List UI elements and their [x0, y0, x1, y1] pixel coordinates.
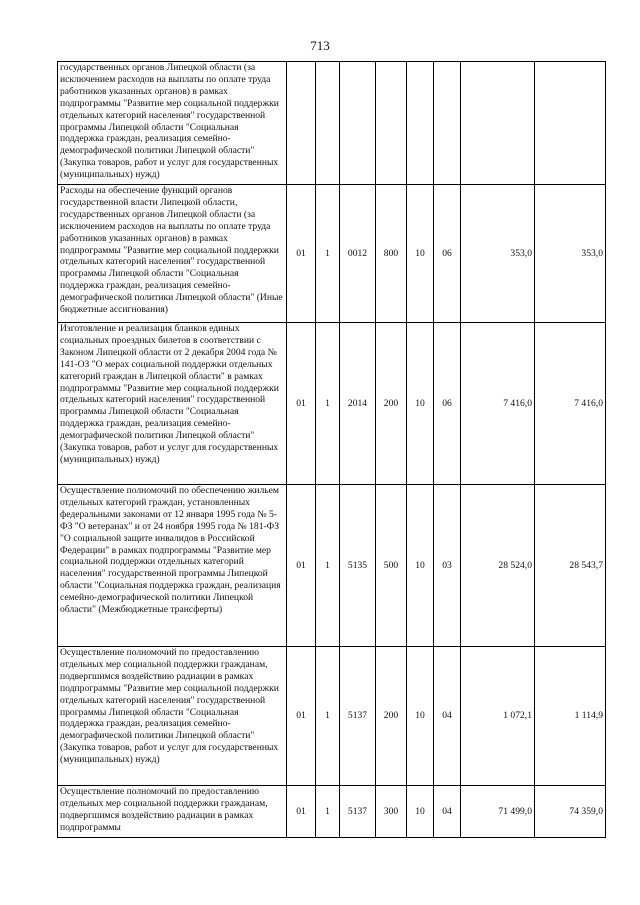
- code-cell: 04: [434, 647, 461, 786]
- page-number: 713: [310, 38, 330, 53]
- code-cell: [407, 62, 434, 185]
- code-cell: 1: [316, 485, 340, 647]
- row-description: Осуществление полномочий по предоставлению отдельных мер социальной поддержки гражданам, подвергшимся воздействию радиации в рамках подпрограммы: [58, 786, 287, 838]
- amount-cell: [535, 62, 606, 185]
- code-cell: 01: [287, 786, 316, 838]
- code-cell: 500: [376, 485, 407, 647]
- table-row: [58, 323, 606, 485]
- code-cell: 06: [434, 185, 461, 323]
- table-row: [58, 647, 606, 786]
- code-cell: 03: [434, 485, 461, 647]
- code-cell: 10: [407, 786, 434, 838]
- code-cell: 200: [376, 647, 407, 786]
- amount-cell: 353,0: [535, 185, 606, 323]
- code-cell: 800: [376, 185, 407, 323]
- table-body: [58, 62, 606, 838]
- table-row: [58, 62, 606, 185]
- code-cell: 01: [287, 323, 316, 485]
- budget-table: [57, 61, 606, 838]
- amount-cell: [461, 62, 535, 185]
- code-cell: 5137: [340, 786, 376, 838]
- code-cell: 1: [316, 323, 340, 485]
- code-cell: 01: [287, 485, 316, 647]
- code-cell: 5137: [340, 647, 376, 786]
- table-row: [58, 185, 606, 323]
- code-cell: 10: [407, 185, 434, 323]
- row-description: Расходы на обеспечение функций органов государственной власти Липецкой области, государственных органов Липецкой области (за исключением расходов на выплаты по оплате труда работников указанных органов) в рамках подпрограммы "Развитие мер социальной поддержки отдельных категорий населения" государственной программы Липецкой области "Социальная поддержка граждан, реализация семейно-демографической политики Липецкой области" (Иные бюджетные ассигнования): [58, 185, 287, 323]
- code-cell: [316, 62, 340, 185]
- table-row: [58, 786, 606, 838]
- amount-cell: 28 524,0: [461, 485, 535, 647]
- code-cell: 10: [407, 485, 434, 647]
- code-cell: 1: [316, 185, 340, 323]
- code-cell: 01: [287, 185, 316, 323]
- code-cell: 1: [316, 786, 340, 838]
- code-cell: 200: [376, 323, 407, 485]
- amount-cell: 71 499,0: [461, 786, 535, 838]
- code-cell: 5135: [340, 485, 376, 647]
- code-cell: [434, 62, 461, 185]
- code-cell: [340, 62, 376, 185]
- code-cell: 01: [287, 647, 316, 786]
- amount-cell: 1 072,1: [461, 647, 535, 786]
- code-cell: [287, 62, 316, 185]
- amount-cell: 28 543,7: [535, 485, 606, 647]
- amount-cell: 1 114,9: [535, 647, 606, 786]
- row-description: Осуществление полномочий по предоставлению отдельных мер социальной поддержки гражданам, подвергшимся воздействию радиации в рамках подпрограммы "Развитие мер социальной поддержки отдельных категорий населения" государственной программы Липецкой области "Социальная поддержка граждан, реализация семейно-демографической политики Липецкой области" (Закупка товаров, работ и услуг для государственных (муниципальных) нужд): [58, 647, 287, 786]
- code-cell: 10: [407, 323, 434, 485]
- amount-cell: 353,0: [461, 185, 535, 323]
- table-row: [58, 485, 606, 647]
- code-cell: 300: [376, 786, 407, 838]
- code-cell: 10: [407, 647, 434, 786]
- row-description: государственных органов Липецкой области (за исключением расходов на выплаты по оплате труда работников указанных органов) в рамках подпрограммы "Развитие мер социальной поддержки отдельных категорий населения" государственной программы Липецкой области "Социальная поддержка граждан, реализация семейно-демографической политики Липецкой области" (Закупка товаров, работ и услуг для государственных (муниципальных) нужд): [58, 62, 287, 185]
- code-cell: 1: [316, 647, 340, 786]
- amount-cell: 74 359,0: [535, 786, 606, 838]
- code-cell: 06: [434, 323, 461, 485]
- amount-cell: 7 416,0: [535, 323, 606, 485]
- code-cell: 2014: [340, 323, 376, 485]
- amount-cell: 7 416,0: [461, 323, 535, 485]
- code-cell: [376, 62, 407, 185]
- row-description: Изготовление и реализация бланков единых социальных проездных билетов в соответствии с Законом Липецкой области от 2 декабря 2004 года № 141-ОЗ "О мерах социальной поддержки отдельных категорий граждан в Липецкой области" в рамках подпрограммы "Развитие мер социальной поддержки отдельных категорий населения" государственной программы Липецкой области "Социальная поддержка граждан, реализация семейно-демографической политики Липецкой области" (Закупка товаров, работ и услуг для государственных (муниципальных) нужд): [58, 323, 287, 485]
- code-cell: 04: [434, 786, 461, 838]
- row-description: Осуществление полномочий по обеспечению жильем отдельных категорий граждан, установленных федеральными законами от 12 января 1995 года № 5-ФЗ "О ветеранах" и от 24 ноября 1995 года № 181-ФЗ "О социальной защите инвалидов в Российской Федерации" в рамках подпрограммы "Развитие мер социальной поддержки отдельных категорий населения" государственной программы Липецкой области "Социальная поддержка граждан, реализация семейно-демографической политики Липецкой области" (Межбюджетные трансферты): [58, 485, 287, 647]
- code-cell: 0012: [340, 185, 376, 323]
